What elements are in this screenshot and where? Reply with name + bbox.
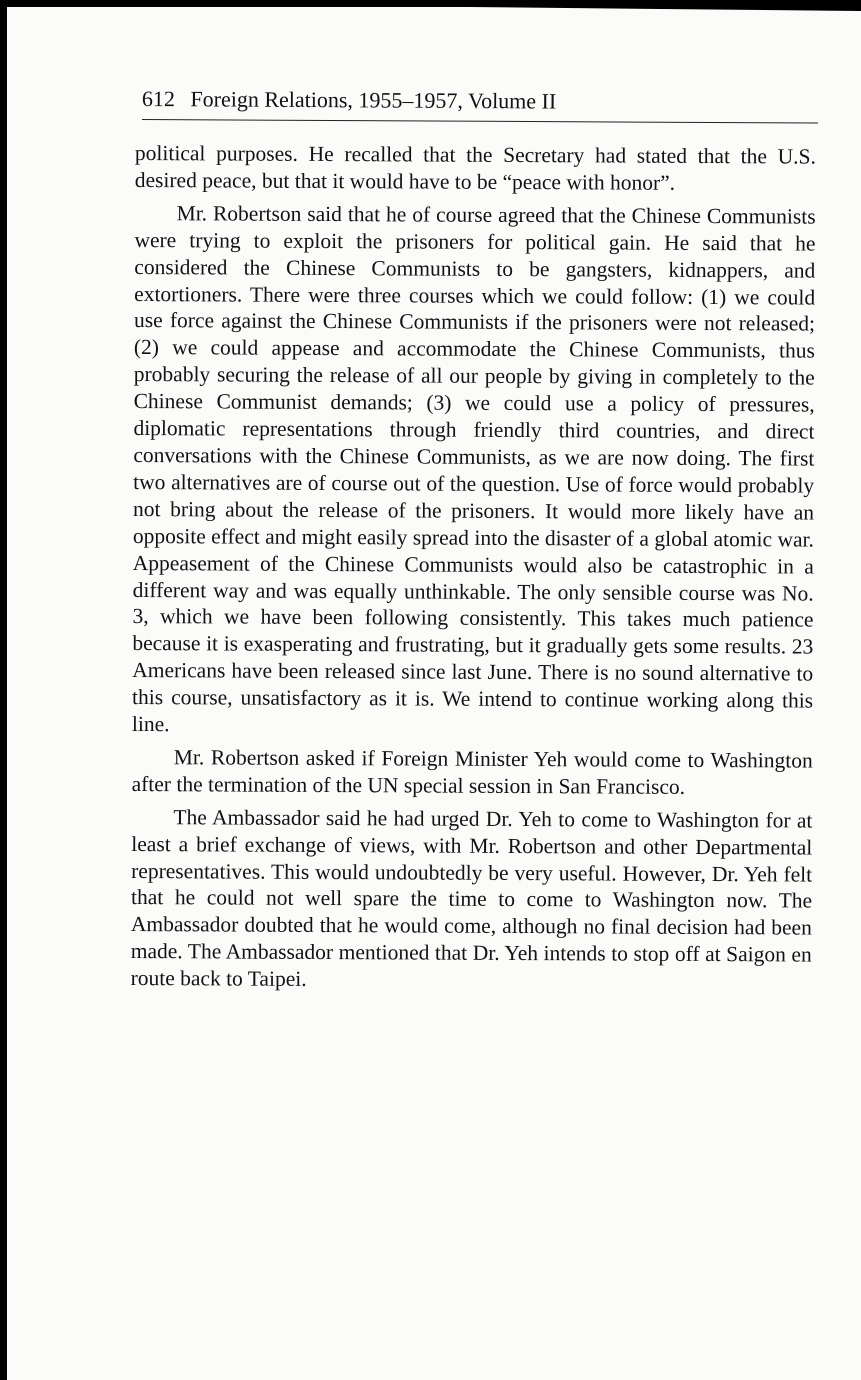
paragraph-continued: political purposes. He recalled that the Secretary had stated that the U.S. desired peace, but that it would have to be “peace with honor”. bbox=[134, 140, 816, 195]
running-header bbox=[142, 86, 818, 124]
paragraph-ambassador-reply: The Ambassador said he had urged Dr. Yeh to come to Washington for at least a brief exchange of views, with Mr. Robertson and other Departmental representatives. This would undoubtedly be very useful. However, Dr. Yeh felt that he could not well spare the time to come to Washington now. The Ambassador doubted that he would come, although no final decision had been made. The Ambassador mentioned that Dr. Yeh intends to stop off at Saigon en route back to Taipei. bbox=[130, 804, 813, 992]
page-number: 612 bbox=[141, 86, 175, 112]
paragraph-robertson-courses: Mr. Robertson said that he of course agreed that the Chinese Communists were trying to exploit the prisoners for political gain. He said that he considered the Chinese Communists to be gangsters, kidnappers, and extortioners. There were three courses which we could follow: (1) we could use force against the Chinese Communists if the prisoners were not released; (2) we could appease and accommodate the Chinese Communists, thus probably securing the release of all our people by giving in completely to the Chinese Communist demands; (3) we could use a policy of pressures, diplomatic representations through friendly third countries, and direct conversations with the Chinese Communists, as we are now doing. The first two alternatives are of course out of the question. Use of force would probably not bring about the release of the prisoners. It would more likely have an opposite effect and might easily spread into the disaster of a global atomic war. Appeasement of the Chinese Communists would also be catastrophic in a different way and was equally unthinkable. The only sensible course was No. 3, which we have been following consistently. This takes much patience because it is exasperating and frustrating, but it gradually gets some results. 23 Americans have been released since last June. There is no sound alternative to this course, unsatisfactory as it is. We intend to continue working along this line. bbox=[131, 201, 816, 737]
scan-border-left bbox=[0, 0, 7, 1380]
scan-border-top bbox=[0, 0, 861, 7]
body-text bbox=[131, 140, 816, 1002]
header-title: Foreign Relations, 1955–1957, Volume II bbox=[190, 86, 557, 114]
paragraph-yeh-question: Mr. Robertson asked if Foreign Minister Yeh would come to Washington after the termination of the UN special session in San Francisco. bbox=[131, 745, 813, 799]
